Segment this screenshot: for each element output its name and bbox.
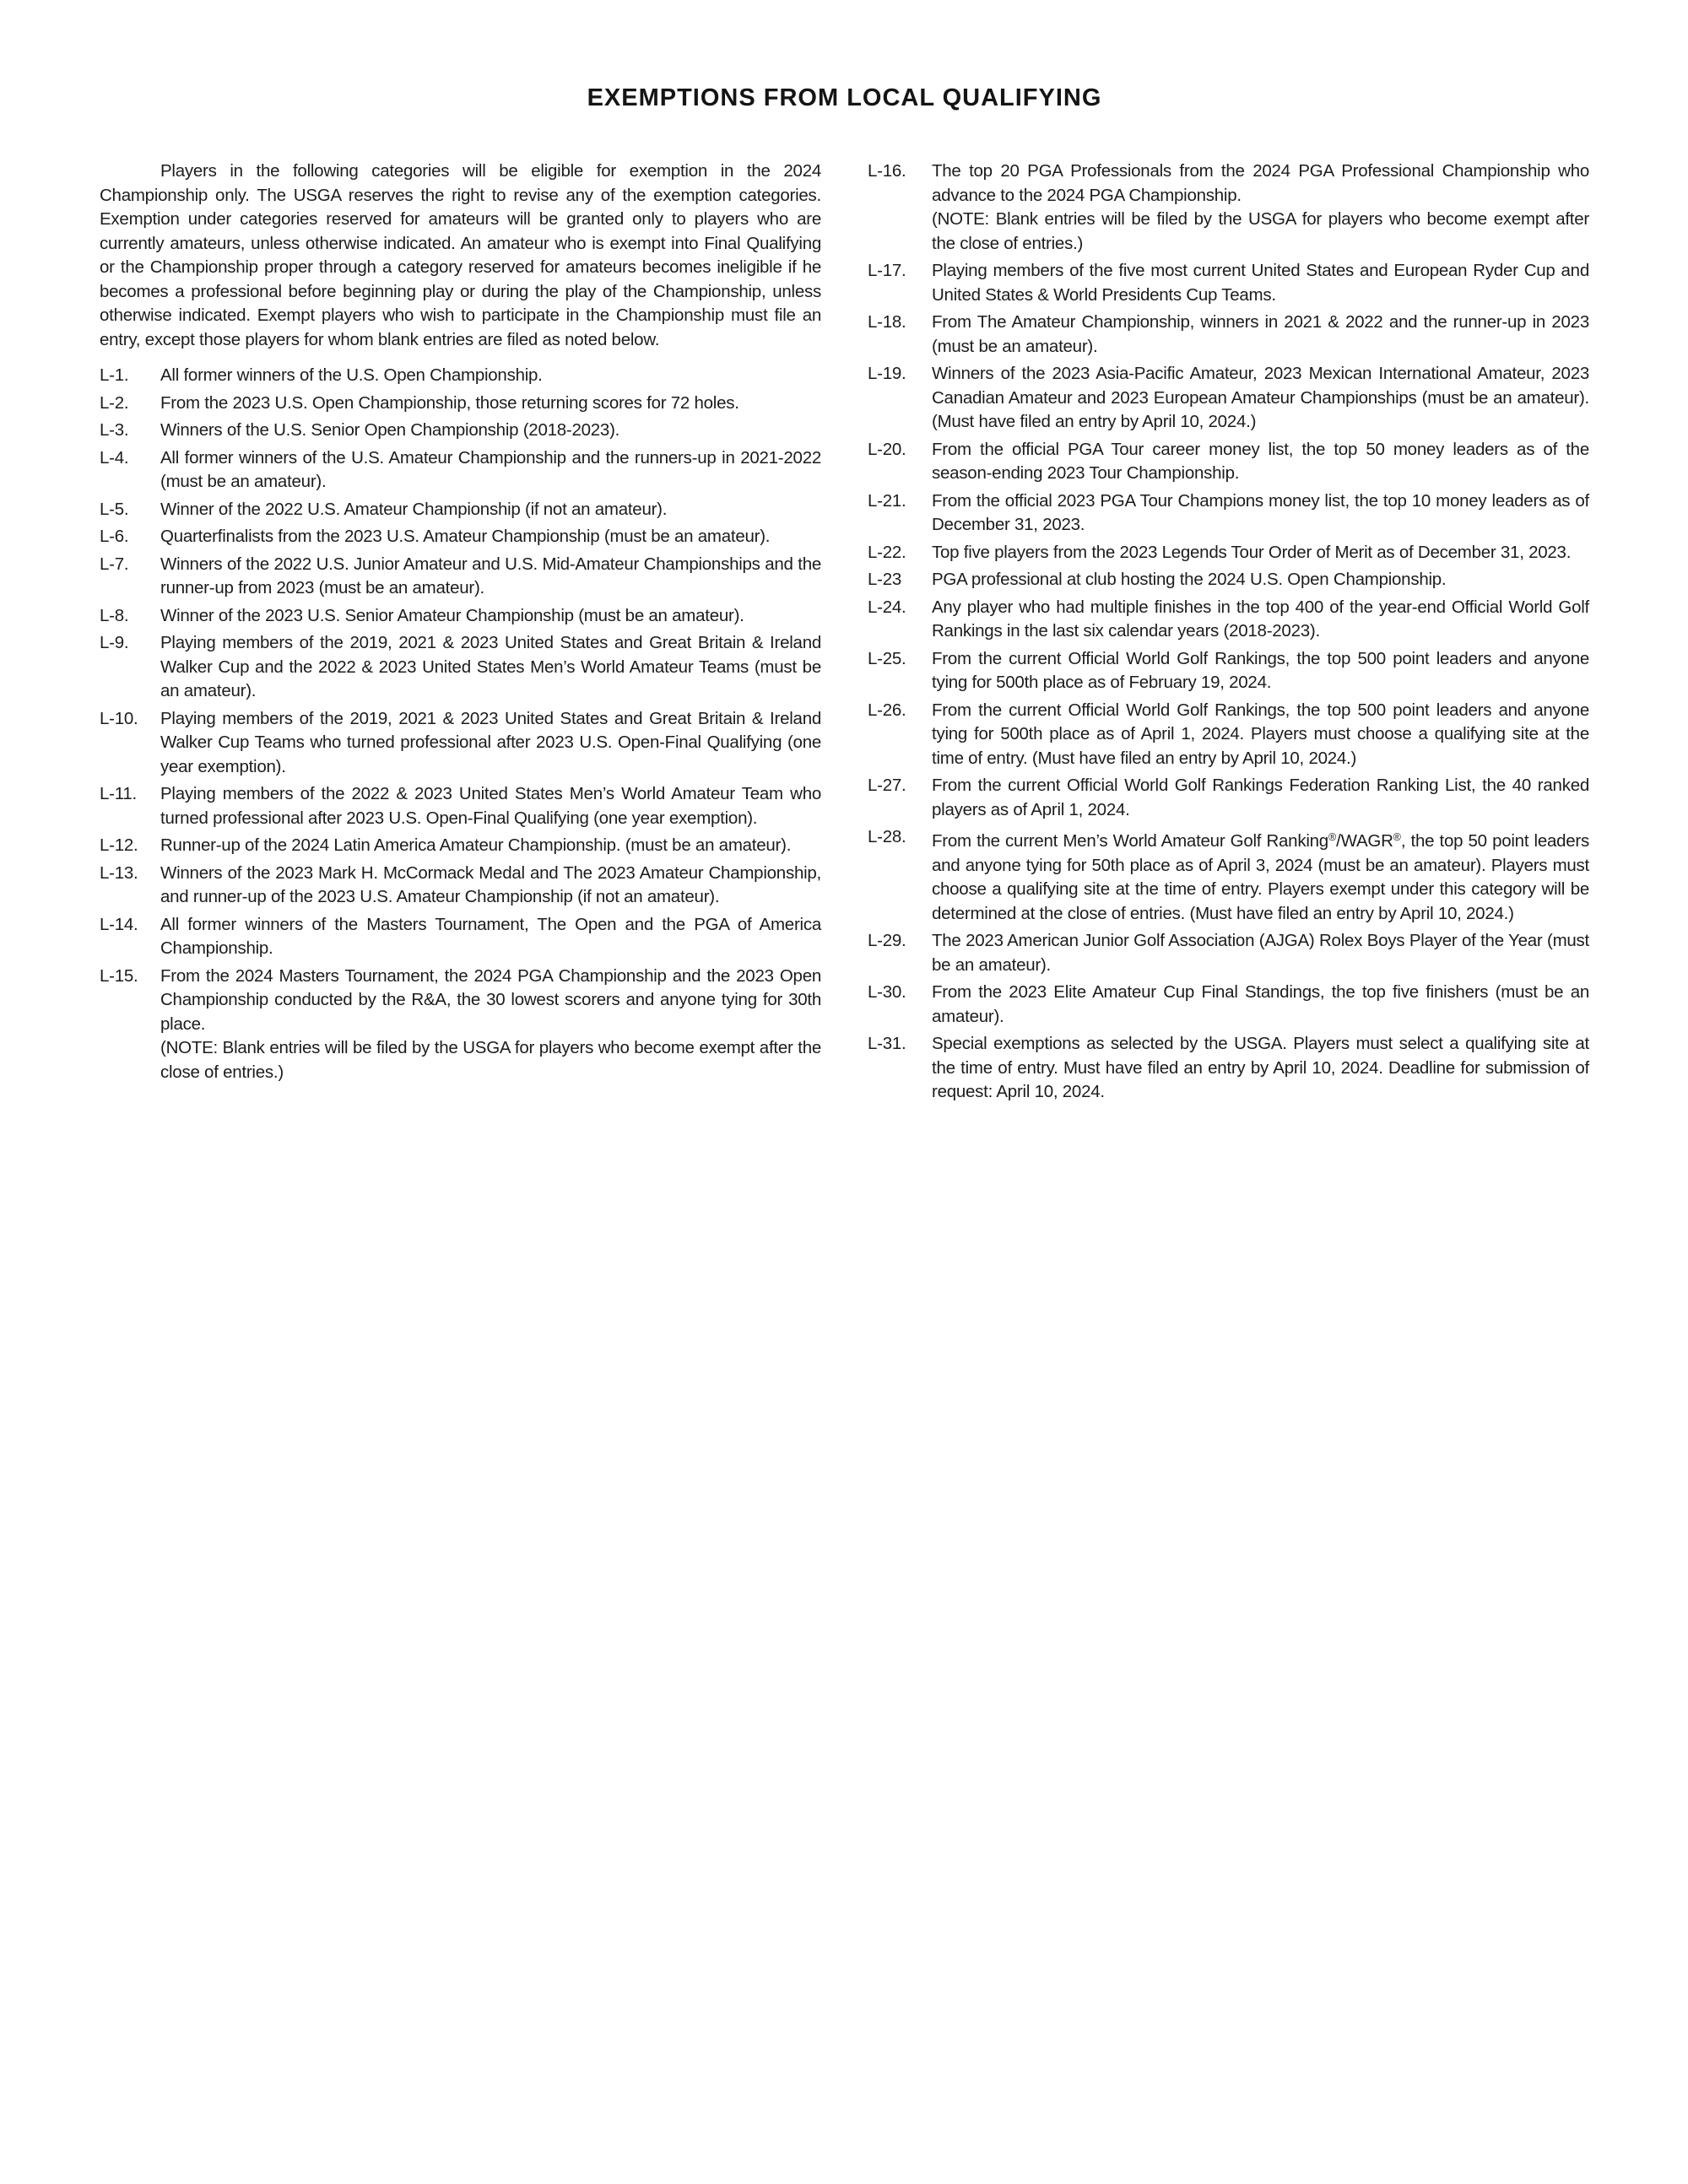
item-number: L-17. bbox=[868, 261, 906, 280]
item-number: L-27. bbox=[868, 776, 906, 795]
exemption-item-l1 bbox=[100, 364, 821, 388]
exemption-item-l9 bbox=[100, 631, 821, 704]
two-column-layout bbox=[100, 159, 1589, 1108]
item-text: Top five players from the 2023 Legends Tour Order of Merit as of December 31, 2023. bbox=[932, 542, 1572, 562]
item-number: L-26. bbox=[868, 700, 906, 720]
exemption-item-l28 bbox=[868, 825, 1589, 926]
item-number: L-16. bbox=[868, 161, 906, 181]
item-number: L-24. bbox=[868, 597, 906, 617]
exemption-item-l27 bbox=[868, 774, 1589, 822]
exemption-item-l18 bbox=[868, 311, 1589, 359]
item-note: (NOTE: Blank entries will be filed by the USGA for players who become exempt after the close of entries.) bbox=[932, 209, 1589, 253]
item-number: L-8. bbox=[100, 605, 129, 625]
exemption-item-l23 bbox=[868, 568, 1589, 592]
item-text-part: From the current Men’s World Amateur Golf Ranking bbox=[932, 831, 1328, 851]
item-text: All former winners of the U.S. Amateur Championship and the runners-up in 2021-2022 (must be an amateur). bbox=[160, 447, 821, 491]
exemption-item-l30 bbox=[868, 981, 1589, 1029]
item-number: L-29. bbox=[868, 931, 906, 950]
exemption-item-l22 bbox=[868, 541, 1589, 565]
item-number: L-15. bbox=[100, 965, 138, 986]
exemption-item-l3 bbox=[100, 419, 821, 443]
registered-trademark-symbol: ® bbox=[1393, 831, 1401, 843]
item-number: L-11. bbox=[100, 784, 137, 803]
intro-paragraph: Players in the following categories will be eligible for exemption in the 2024 Championship only. The USGA reserves the right to revise any of the exemption categories. Exemption under categories reserved for amateurs will be granted only to players who are currently amateurs, unless otherwise indicated. An amateur who is exempt into Final Qualifying or the Championship proper through a category reserved for amateurs becomes ineligible if he becomes a professional before beginning play or during the play of the Championship, unless otherwise indicated. Exempt players who wish to participate in the Championship must file an entry, except those players for whom blank entries are filed as noted below. bbox=[100, 161, 821, 349]
exemption-item-l19 bbox=[868, 362, 1589, 435]
item-text: The top 20 PGA Professionals from the 2024 PGA Professional Championship who advance to the 2024 PGA Championship. bbox=[932, 161, 1589, 205]
exemption-item-l7 bbox=[100, 553, 821, 601]
item-text: From the 2024 Masters Tournament, the 2024 PGA Championship and the 2023 Open Championship conducted by the R&A, the 30 lowest scorers and anyone tying for 30th place. bbox=[160, 965, 821, 1034]
exemption-item-l13 bbox=[100, 862, 821, 910]
exemption-item-l2 bbox=[100, 392, 821, 416]
exemption-item-l20 bbox=[868, 438, 1589, 486]
item-text: Any player who had multiple finishes in the top 400 of the year-end Official World Golf Rankings in the last six calendar years (2018-2023). bbox=[932, 597, 1589, 641]
item-text: From the current Official World Golf Rankings, the top 500 point leaders and anyone tying for 500th place as of April 1, 2024. Players must choose a qualifying site at the time of entry. (Must have filed an entry by April 10, 2024.) bbox=[932, 700, 1589, 768]
item-text: The 2023 American Junior Golf Association (AJGA) Rolex Boys Player of the Year (must be an amateur). bbox=[932, 931, 1589, 975]
item-text: Winners of the 2023 Asia-Pacific Amateur, 2023 Mexican International Amateur, 2023 Canadian Amateur and 2023 European Amateur Championships (must be an amateur). (Must have filed an entry by April 10, 2024.) bbox=[932, 364, 1589, 431]
item-number: L-4. bbox=[100, 447, 129, 468]
item-text: All former winners of the Masters Tournament, The Open and the PGA of America Championship. bbox=[160, 914, 821, 958]
exemption-item-l15 bbox=[100, 965, 821, 1085]
exemption-item-l24 bbox=[868, 596, 1589, 644]
exemption-item-l4 bbox=[100, 446, 821, 495]
item-text: From the official PGA Tour career money list, the top 50 money leaders as of the season-ending 2023 Tour Championship. bbox=[932, 439, 1589, 483]
item-number: L-2. bbox=[100, 392, 129, 413]
item-note: (NOTE: Blank entries will be filed by the USGA for players who become exempt after the close of entries.) bbox=[160, 1038, 821, 1082]
exemption-item-l26 bbox=[868, 699, 1589, 771]
item-text-part: , the top 50 point leaders and anyone tying for 50th place as of April 3, 2024 (must be an amateur). Players must choose a qualifying site at the time of entry. Players exempt under this category will be determined at the close of entries. (Must have filed an entry by April 10, 2024.) bbox=[932, 831, 1589, 923]
exemption-item-l16 bbox=[868, 159, 1589, 256]
item-number: L-9. bbox=[100, 633, 129, 652]
item-number: L-30. bbox=[868, 982, 906, 1002]
item-number: L-1. bbox=[100, 365, 129, 385]
exemption-item-l29 bbox=[868, 929, 1589, 977]
item-number: L-6. bbox=[100, 527, 129, 546]
item-text: Playing members of the 2019, 2021 & 2023 United States and Great Britain & Ireland Walker Cup and the 2022 & 2023 United States Men’s World Amateur Teams (must be an amateur). bbox=[160, 633, 821, 700]
item-text: Playing members of the five most current United States and European Ryder Cup and United States & World Presidents Cup Teams. bbox=[932, 261, 1589, 305]
item-text: Playing members of the 2022 & 2023 United States Men’s World Amateur Team who turned professional after 2023 U.S. Open-Final Qualifying (one year exemption). bbox=[160, 784, 821, 828]
item-text: From the current Official World Golf Rankings Federation Ranking List, the 40 ranked players as of April 1, 2024. bbox=[932, 776, 1589, 819]
registered-trademark-symbol: ® bbox=[1328, 831, 1337, 843]
item-number: L-28. bbox=[868, 827, 906, 846]
exemption-list-right bbox=[868, 159, 1589, 1105]
exemption-item-l11 bbox=[100, 782, 821, 830]
exemption-item-l6 bbox=[100, 525, 821, 549]
item-number: L-19. bbox=[868, 364, 906, 383]
item-text: Playing members of the 2019, 2021 & 2023 United States and Great Britain & Ireland Walker Cup Teams who turned professional after 2023 U.S. Open-Final Qualifying (one year exemption). bbox=[160, 708, 821, 776]
item-text: Runner-up of the 2024 Latin America Amateur Championship. (must be an amateur). bbox=[160, 835, 792, 855]
exemption-item-l10 bbox=[100, 707, 821, 780]
item-number: L-12. bbox=[100, 835, 138, 855]
exemption-item-l5 bbox=[100, 498, 821, 522]
item-text: Quarterfinalists from the 2023 U.S. Amateur Championship (must be an amateur). bbox=[160, 527, 771, 546]
exemption-item-l21 bbox=[868, 489, 1589, 538]
item-number: L-31. bbox=[868, 1034, 906, 1053]
item-text-part: /WAGR bbox=[1336, 831, 1393, 851]
item-text: Winner of the 2023 U.S. Senior Amateur Championship (must be an amateur). bbox=[160, 605, 744, 625]
item-text: From the current Official World Golf Rankings, the top 500 point leaders and anyone tying for 500th place as of February 19, 2024. bbox=[932, 648, 1589, 692]
exemption-list-left bbox=[100, 364, 821, 1084]
item-text: From the 2023 U.S. Open Championship, those returning scores for 72 holes. bbox=[160, 392, 739, 413]
item-text: Winners of the U.S. Senior Open Championship (2018-2023). bbox=[160, 420, 620, 440]
exemption-item-l12 bbox=[100, 834, 821, 858]
item-number: L-5. bbox=[100, 499, 129, 519]
exemption-item-l14 bbox=[100, 913, 821, 961]
item-number: L-25. bbox=[868, 648, 906, 668]
item-number: L-23 bbox=[868, 570, 902, 589]
item-number: L-14. bbox=[100, 914, 138, 934]
exemption-item-l8 bbox=[100, 604, 821, 629]
item-text: Winners of the 2022 U.S. Junior Amateur and U.S. Mid-Amateur Championships and the runner-up from 2023 (must be an amateur). bbox=[160, 554, 821, 597]
item-text: Winner of the 2022 U.S. Amateur Championship (if not an amateur). bbox=[160, 499, 668, 519]
right-column bbox=[868, 159, 1589, 1108]
exemption-item-l17 bbox=[868, 259, 1589, 307]
left-column bbox=[100, 159, 821, 1088]
item-number: L-18. bbox=[868, 312, 906, 332]
item-text: From the official 2023 PGA Tour Champions money list, the top 10 money leaders as of December 31, 2023. bbox=[932, 490, 1589, 534]
item-text: PGA professional at club hosting the 2024 U.S. Open Championship. bbox=[932, 570, 1447, 589]
exemption-item-l31 bbox=[868, 1032, 1589, 1105]
item-text: All former winners of the U.S. Open Championship. bbox=[160, 365, 543, 385]
item-number: L-21. bbox=[868, 490, 906, 511]
item-number: L-13. bbox=[100, 862, 138, 883]
item-number: L-22. bbox=[868, 542, 906, 562]
page-title: EXEMPTIONS FROM LOCAL QUALIFYING bbox=[587, 84, 1102, 111]
item-text: Special exemptions as selected by the USGA. Players must select a qualifying site at the time of entry. Must have filed an entry by April 10, 2024. Deadline for submission of request: April 10, 2024. bbox=[932, 1034, 1589, 1101]
item-number: L-10. bbox=[100, 708, 138, 728]
item-text bbox=[932, 831, 1589, 923]
item-number: L-20. bbox=[868, 439, 906, 459]
item-text: From The Amateur Championship, winners in 2021 & 2022 and the runner-up in 2023 (must be an amateur). bbox=[932, 312, 1589, 356]
item-text: Winners of the 2023 Mark H. McCormack Medal and The 2023 Amateur Championship, and runner-up of the 2023 U.S. Amateur Championship (if not an amateur). bbox=[160, 862, 821, 906]
exemption-item-l25 bbox=[868, 647, 1589, 695]
item-text: From the 2023 Elite Amateur Cup Final Standings, the top five finishers (must be an amateur). bbox=[932, 982, 1589, 1026]
item-number: L-7. bbox=[100, 554, 129, 574]
item-number: L-3. bbox=[100, 420, 129, 440]
